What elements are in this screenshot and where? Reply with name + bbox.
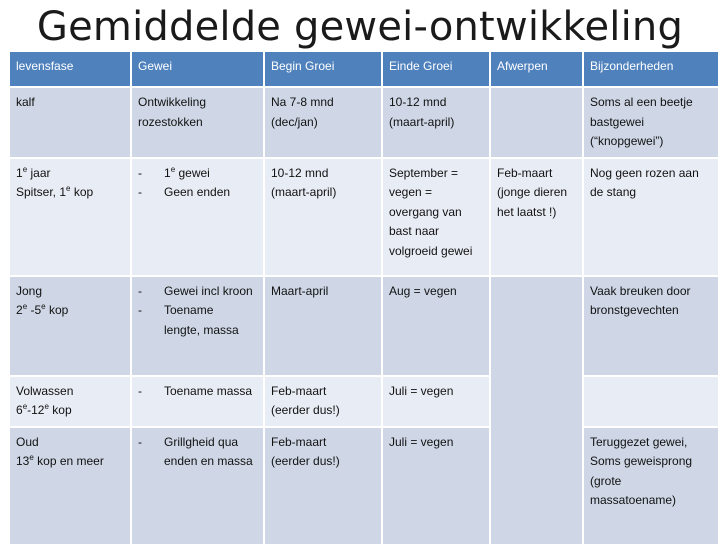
cell-line: massatoename) (590, 493, 677, 507)
table-row (9, 87, 719, 158)
cell-line: 6e-12e kop (16, 402, 72, 417)
cell-line: Ontwikkeling (138, 95, 207, 109)
cell-line: Teruggezet gewei, (590, 434, 688, 449)
cell-line: 13e kop en meer (16, 453, 104, 468)
cell-line: (grote (590, 473, 622, 488)
cell-line: 10-12 mnd (271, 165, 329, 180)
page-title: Gemiddelde gewei-ontwikkeling (36, 4, 684, 50)
table-row (9, 158, 719, 276)
cell-afwerpen-merged (490, 276, 583, 545)
bullet-dash: - (138, 165, 142, 180)
cell-line: Volwassen (16, 383, 74, 398)
cell-levensfase (9, 87, 131, 158)
header-cell: Bijzonderheden (583, 51, 719, 87)
cell-levensfase (9, 158, 131, 276)
cell-begin-groei (264, 276, 382, 376)
cell-line: (eerder dus!) (271, 454, 340, 468)
antler-development-table (8, 50, 720, 546)
bullet-item (138, 282, 257, 302)
cell-levensfase (9, 376, 131, 427)
cell-line: (“knopgewei”) (590, 134, 664, 148)
cell-line: het laatst !) (497, 204, 557, 219)
header-cell: Afwerpen (490, 51, 583, 87)
cell-line: 2e -5e kop (16, 302, 69, 317)
cell-line: (eerder dus!) (271, 403, 340, 417)
cell-bijzonderheden (583, 376, 719, 427)
table-row (9, 427, 719, 545)
table-row (9, 376, 719, 427)
bullet-text: Geen enden (164, 185, 231, 199)
cell-line: Na 7-8 mnd (271, 95, 334, 109)
header-cell: Gewei (131, 51, 264, 87)
cell-einde-groei (382, 427, 490, 545)
cell-line: Feb-maart (271, 434, 327, 449)
cell-begin-groei (264, 158, 382, 276)
cell-gewei (131, 427, 264, 545)
cell-line: Soms geweisprong (590, 454, 693, 468)
cell-line: 10-12 mnd (389, 95, 447, 109)
cell-bijzonderheden (583, 427, 719, 545)
table-row (9, 276, 719, 376)
cell-begin-groei (264, 376, 382, 427)
cell-line: Jong (16, 283, 43, 298)
cell-afwerpen (490, 87, 583, 158)
bullet-item (138, 164, 257, 184)
bullet-text: Grillgheid qua (164, 434, 239, 449)
cell-line: Aug = vegen (389, 283, 457, 298)
cell-gewei (131, 158, 264, 276)
cell-levensfase (9, 276, 131, 376)
cell-gewei (131, 87, 264, 158)
cell-line: Maart-april (271, 283, 329, 298)
bullet-text: 1e gewei (164, 164, 210, 180)
cell-line: Feb-maart (271, 383, 327, 398)
cell-begin-groei (264, 427, 382, 545)
cell-gewei (131, 276, 264, 376)
bullet-dash: - (138, 283, 142, 298)
bullet-dash: - (138, 185, 142, 199)
bullet-dash: - (138, 383, 142, 398)
cell-line: Juli = vegen (389, 434, 454, 449)
header-cell: Einde Groei (382, 51, 490, 87)
cell-line: (maart-april) (271, 185, 337, 199)
cell-levensfase (9, 427, 131, 545)
cell-begin-groei (264, 87, 382, 158)
header-cell: levensfase (9, 51, 131, 87)
cell-line: Soms al een beetje (590, 95, 693, 109)
bullet-text: lengte, massa (164, 322, 239, 337)
cell-line: rozestokken (138, 114, 203, 129)
cell-einde-groei (382, 158, 490, 276)
cell-line: Juli = vegen (389, 383, 454, 398)
cell-einde-groei (382, 376, 490, 427)
cell-line: Nog geen rozen aan (590, 165, 699, 180)
cell-line: Feb-maart (497, 165, 553, 180)
cell-bijzonderheden (583, 276, 719, 376)
cell-line: vegen = (389, 185, 433, 199)
header-cell: Begin Groei (264, 51, 382, 87)
cell-line: Spitser, 1e kop (16, 184, 94, 199)
cell-einde-groei (382, 87, 490, 158)
cell-line: (maart-april) (389, 114, 455, 129)
cell-bijzonderheden (583, 87, 719, 158)
cell-line: September = (389, 165, 459, 180)
bullet-item (138, 433, 257, 453)
bullet-dash: - (138, 303, 142, 317)
bullet-item (138, 301, 257, 321)
cell-line: overgang van (389, 204, 462, 219)
cell-line: Oud (16, 434, 39, 449)
bullet-text: enden en massa (164, 454, 253, 468)
header-row (9, 51, 719, 87)
cell-einde-groei (382, 276, 490, 376)
cell-afwerpen (490, 158, 583, 276)
cell-line: (dec/jan) (271, 114, 318, 129)
cell-line: bast naar (389, 224, 440, 238)
cell-line: bastgewei (590, 114, 645, 129)
bullet-item (138, 382, 257, 402)
cell-line: Vaak breuken door (590, 283, 691, 298)
cell-line: volgroeid gewei (389, 243, 473, 258)
cell-line: (jonge dieren (497, 185, 568, 199)
cell-line: 1e jaar (16, 164, 51, 180)
bullet-dash: - (138, 434, 142, 449)
bullet-item (138, 321, 257, 341)
bullet-text: Toename massa (164, 383, 253, 398)
cell-line: de stang (590, 185, 637, 199)
cell-line: kalf (16, 95, 35, 109)
cell-bijzonderheden (583, 158, 719, 276)
bullet-item (138, 452, 257, 472)
cell-line: bronstgevechten (590, 303, 679, 317)
bullet-text: Toename (164, 303, 214, 317)
cell-gewei (131, 376, 264, 427)
bullet-text: Gewei incl kroon (164, 283, 253, 298)
bullet-item (138, 183, 257, 203)
